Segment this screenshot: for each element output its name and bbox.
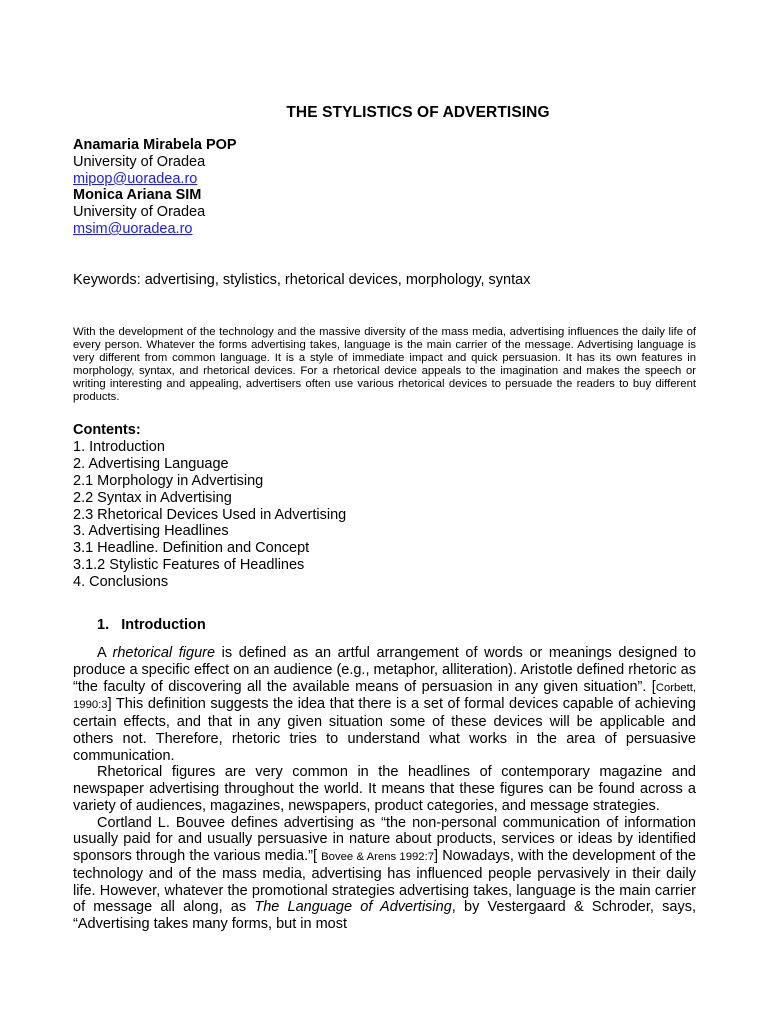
contents-item: 2. Advertising Language: [73, 455, 229, 472]
body-text: [73, 645, 696, 933]
paragraph: Rhetorical figures are very common in the headlines of contemporary magazine and newspaper advertising throughout the world. It means that these figures can be found across a variety of audiences, magazines, newspapers, product categories, and message strategies.: [73, 764, 696, 814]
contents-item: 3.1.2 Stylistic Features of Headlines: [73, 557, 305, 574]
keywords: Keywords: advertising, stylistics, rhetorical devices, morphology, syntax: [73, 272, 531, 288]
contents-item: 4. Conclusions: [73, 574, 169, 591]
paragraph: Cortland L. Bouvee defines advertising as “the non-personal communication of information usually paid for and usually persuasive in nature about products, services or ideas by identified sponsors through the various media.”[ Bovee & Arens 1992:7] Nowadays, with the development of the technology and of the mass media, advertising has influenced people pervasively in their daily life. However, whatever the promotional strategies advertising takes, language is the main carrier of message all along, as The Language of Advertising, by Vestergaard & Schroder, says, “Advertising takes many forms, but in most: [73, 814, 696, 932]
book-title: The Language of Advertising: [254, 899, 452, 916]
author-email-link[interactable]: mipop@uoradea.ro: [73, 170, 198, 187]
section-number: 1.: [97, 617, 110, 633]
author-affiliation: University of Oradea: [73, 153, 206, 170]
contents-item: 3.1 Headline. Definition and Concept: [73, 540, 310, 557]
table-of-contents: [73, 422, 346, 591]
abstract: With the development of the technology and the massive diversity of the mass media, advertising influences the daily life of every person. Whatever the forms advertising takes, language is the main carrier of the message. Advertising language is very different from common language. It is a style of immediate impact and quick persuasion. It has its own features in morphology, syntax, and rhetorical devices. For a rhetorical device appeals to the imagination and makes the speech or writing interesting and appealing, advertisers often use various rhetorical devices to persuade the readers to buy different products.: [73, 326, 696, 404]
contents-item: 1. Introduction: [73, 438, 165, 455]
citation: Corbett, 1990:3: [73, 681, 696, 712]
contents-item: 3. Advertising Headlines: [73, 523, 229, 540]
paper-title: THE STYLISTICS OF ADVERTISING: [286, 104, 550, 121]
section-heading: [97, 617, 206, 633]
section-title: Introduction: [121, 617, 206, 633]
contents-item: 2.1 Morphology in Advertising: [73, 472, 264, 489]
paragraph: A rhetorical figure is defined as an artful arrangement of words or meanings designed to produce a specific effect on an audience (e.g., metaphor, alliteration). Aristotle defined rhetoric as “the faculty of discovering all the available means of persuasion in any given situation”. [Corbett, 1990:3] This definition suggests the idea that there is a set of formal devices capable of achieving certain effects, and that in any given situation some of these devices will be applicable and others not. Therefore, rhetoric tries to understand what works in the area of persuasive communication.: [73, 645, 697, 764]
italic-term: rhetorical figure: [112, 645, 216, 661]
contents-heading: Contents:: [73, 422, 141, 438]
contents-item: 2.3 Rhetorical Devices Used in Advertising: [73, 506, 347, 523]
author-block: [73, 137, 237, 238]
author-name: Anamaria Mirabela POP: [73, 137, 237, 153]
contents-item: 2.2 Syntax in Advertising: [73, 489, 232, 506]
citation: Bovee & Arens 1992:7: [321, 851, 434, 863]
author-name: Monica Ariana SIM: [73, 187, 202, 204]
author-email-link[interactable]: msim@uoradea.ro: [73, 220, 193, 237]
author-affiliation: University of Oradea: [73, 204, 206, 221]
